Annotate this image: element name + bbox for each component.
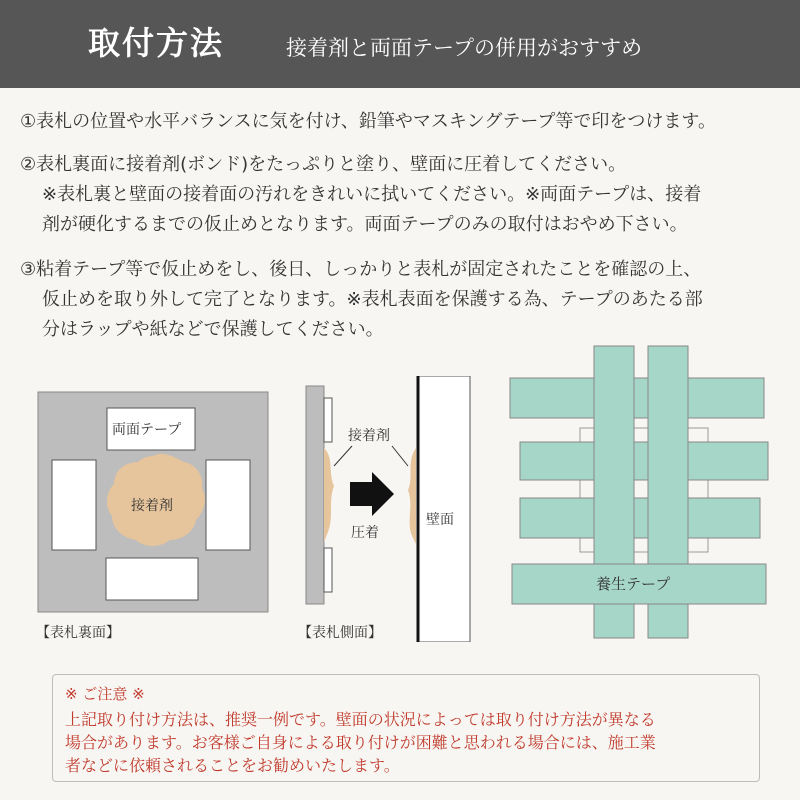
wall-adhesive — [408, 448, 416, 544]
step-3: ③粘着テープ等で仮止めをし、後日、しっかりと表札が固定されたことを確認の上、 — [20, 259, 702, 280]
plate-side — [306, 386, 324, 604]
step-3-line-2: 仮止めを取り外して完了となります。※表札表面を保護する為、テープのあたる部 — [42, 289, 703, 310]
step-2-note-line-2: 剤が硬化するまでの仮止めとなります。両面テープのみの取付はおやめ下さい。 — [42, 214, 688, 235]
curing-tape-label: 養生テープ — [596, 575, 671, 593]
adhesive-label-side: 接着剤 — [348, 428, 390, 444]
double-tape-label: 両面テープ — [112, 422, 182, 438]
page-subtitle: 接着剤と両面テープの併用がおすすめ — [286, 36, 643, 60]
notice-heading: ※ ご注意 ※ — [65, 685, 145, 703]
double-tape-right — [206, 460, 250, 550]
tape-h-3 — [520, 498, 760, 538]
press-label: 圧着 — [351, 525, 379, 541]
press-arrow-icon — [350, 472, 394, 516]
header-bar — [0, 0, 800, 88]
page-title: 取付方法 — [88, 24, 225, 62]
double-tape-bottom — [106, 558, 198, 600]
side-adhesive — [324, 448, 334, 542]
double-tape-left — [52, 460, 96, 550]
tape-h-2 — [520, 442, 768, 480]
adhesive-label-back: 接着剤 — [131, 498, 173, 514]
notice-box — [52, 674, 760, 782]
side-tape-top — [324, 398, 332, 442]
notice-line-2: 場合があります。お客様ご自身による取り付けが困難と思われる場合には、施工業 — [65, 733, 656, 752]
plate-back-caption: 【表札裏面】 — [36, 625, 120, 641]
plate-side-caption: 【表札側面】 — [298, 625, 382, 641]
step-1: ①表札の位置や水平バランスに気を付け、鉛筆やマスキングテープ等で印をつけます。 — [20, 111, 716, 132]
tape-layout-diagram — [500, 338, 772, 642]
step-2: ②表札裏面に接着剤(ボンド)をたっぷりと塗り、壁面に圧着してください。 — [20, 154, 627, 175]
step-3-line-3: 分はラップや紙などで保護してください。 — [42, 319, 384, 340]
notice-line-1: 上記取り付け方法は、推奨一例です。壁面の状況によっては取り付け方法が異なる — [65, 710, 656, 729]
step-2-note-line-1: ※表札裏と壁面の接着面の汚れをきれいに拭いてください。※両面テープは、接着 — [42, 184, 702, 205]
notice-line-3: 者などに依頼されることをお勧めいたします。 — [65, 756, 400, 775]
tape-h-1 — [510, 378, 764, 418]
wall-label: 壁面 — [426, 512, 454, 528]
side-tape-bottom — [324, 548, 332, 592]
